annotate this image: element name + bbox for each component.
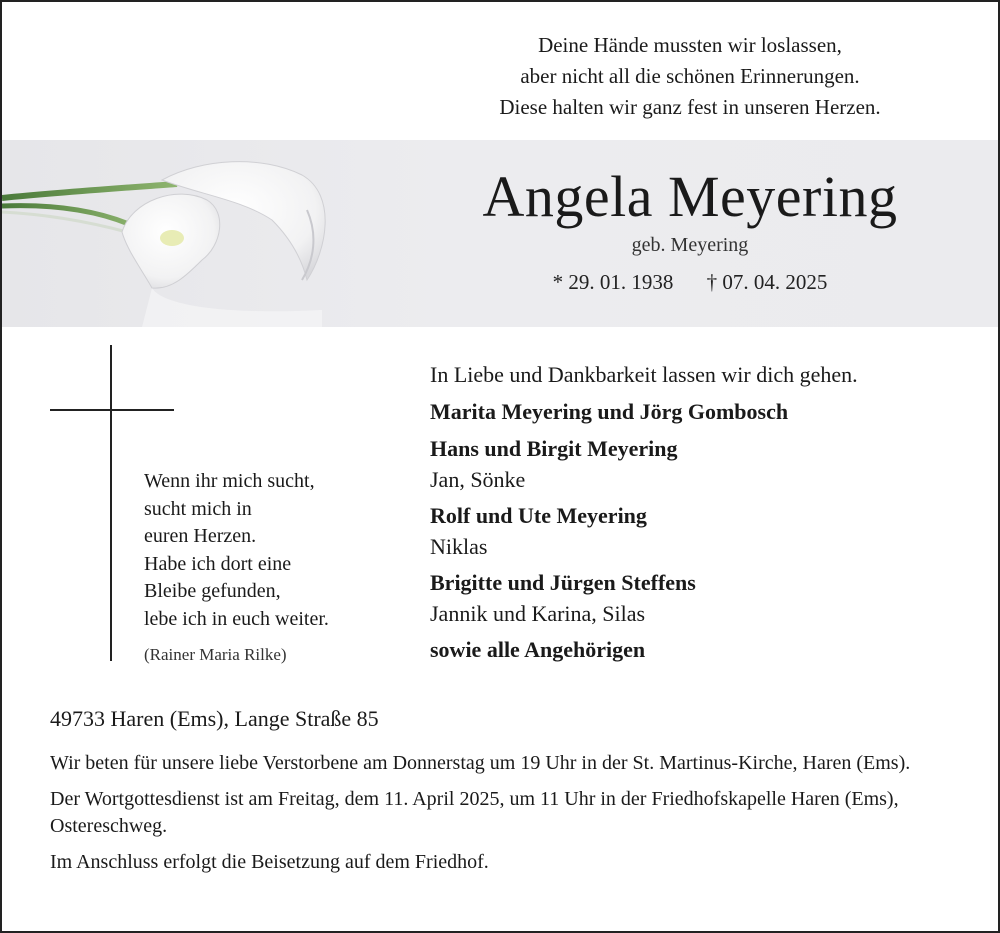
mourner-group-name: Rolf und Ute Meyering — [430, 503, 647, 528]
service-note: Der Wortgottesdienst ist am Freitag, dem 11. April 2025, um 11 Uhr in der Friedhofskapelle Haren (Ems), Ostereschweg. — [50, 788, 899, 837]
mourner-group-members: Jan, Sönke — [430, 467, 526, 492]
memorial-poem — [144, 468, 329, 633]
mourners-intro: In Liebe und Dankbarkeit lassen wir dich gehen. — [430, 362, 858, 387]
mourner-group-name: Marita Meyering und Jörg Gombosch — [430, 399, 789, 424]
address: 49733 Haren (Ems), Lange Straße 85 — [50, 706, 379, 731]
memorial-poem-line: lebe ich in euch weiter. — [144, 607, 329, 630]
memorial-poem-line: Wenn ihr mich sucht, — [144, 470, 315, 492]
service-note: Im Anschluss erfolgt die Beisetzung auf dem Friedhof. — [50, 851, 489, 873]
mourners-closing: sowie alle Angehörigen — [430, 637, 646, 662]
opening-poem-line: Deine Hände mussten wir loslassen, — [538, 33, 842, 57]
mourner-group-name: Brigitte und Jürgen Steffens — [430, 570, 696, 595]
calla-lily-image — [2, 140, 342, 327]
mourner-group-members: Niklas — [430, 534, 488, 559]
mourner-group — [430, 500, 970, 562]
mourner-group — [430, 567, 970, 629]
service-note: Wir beten für unsere liebe Verstorbene am Donnerstag um 19 Uhr in der St. Martinus-Kirche, Haren (Ems). — [50, 752, 911, 774]
deceased-name: Angela Meyering — [482, 164, 898, 229]
opening-poem-line: Diese halten wir ganz fest in unseren Herzen. — [499, 95, 881, 119]
cross-icon-beam — [50, 409, 174, 411]
memorial-poem-line: euren Herzen. — [144, 525, 257, 547]
death-date: † 07. 04. 2025 — [706, 270, 828, 294]
memorial-poem-line: Bleibe gefunden, — [144, 580, 281, 602]
mourner-group — [430, 433, 970, 495]
mourner-group-members: Jannik und Karina, Silas — [430, 601, 646, 626]
opening-poem-line: aber nicht all die schönen Erinnerungen. — [520, 64, 860, 88]
mourner-group-name: Hans und Birgit Meyering — [430, 436, 678, 461]
memorial-poem-line: sucht mich in — [144, 497, 252, 520]
birth-name: geb. Meyering — [631, 234, 749, 256]
memorial-poem-line: Habe ich dort eine — [144, 552, 292, 575]
life-dates — [440, 270, 940, 295]
mourner-group — [430, 396, 970, 428]
birth-date: * 29. 01. 1938 — [552, 270, 674, 294]
mourners-list — [430, 360, 970, 666]
opening-poem — [430, 30, 950, 123]
poem-author: (Rainer Maria Rilke) — [144, 645, 287, 664]
service-notes — [50, 750, 960, 885]
cross-icon — [110, 345, 112, 661]
